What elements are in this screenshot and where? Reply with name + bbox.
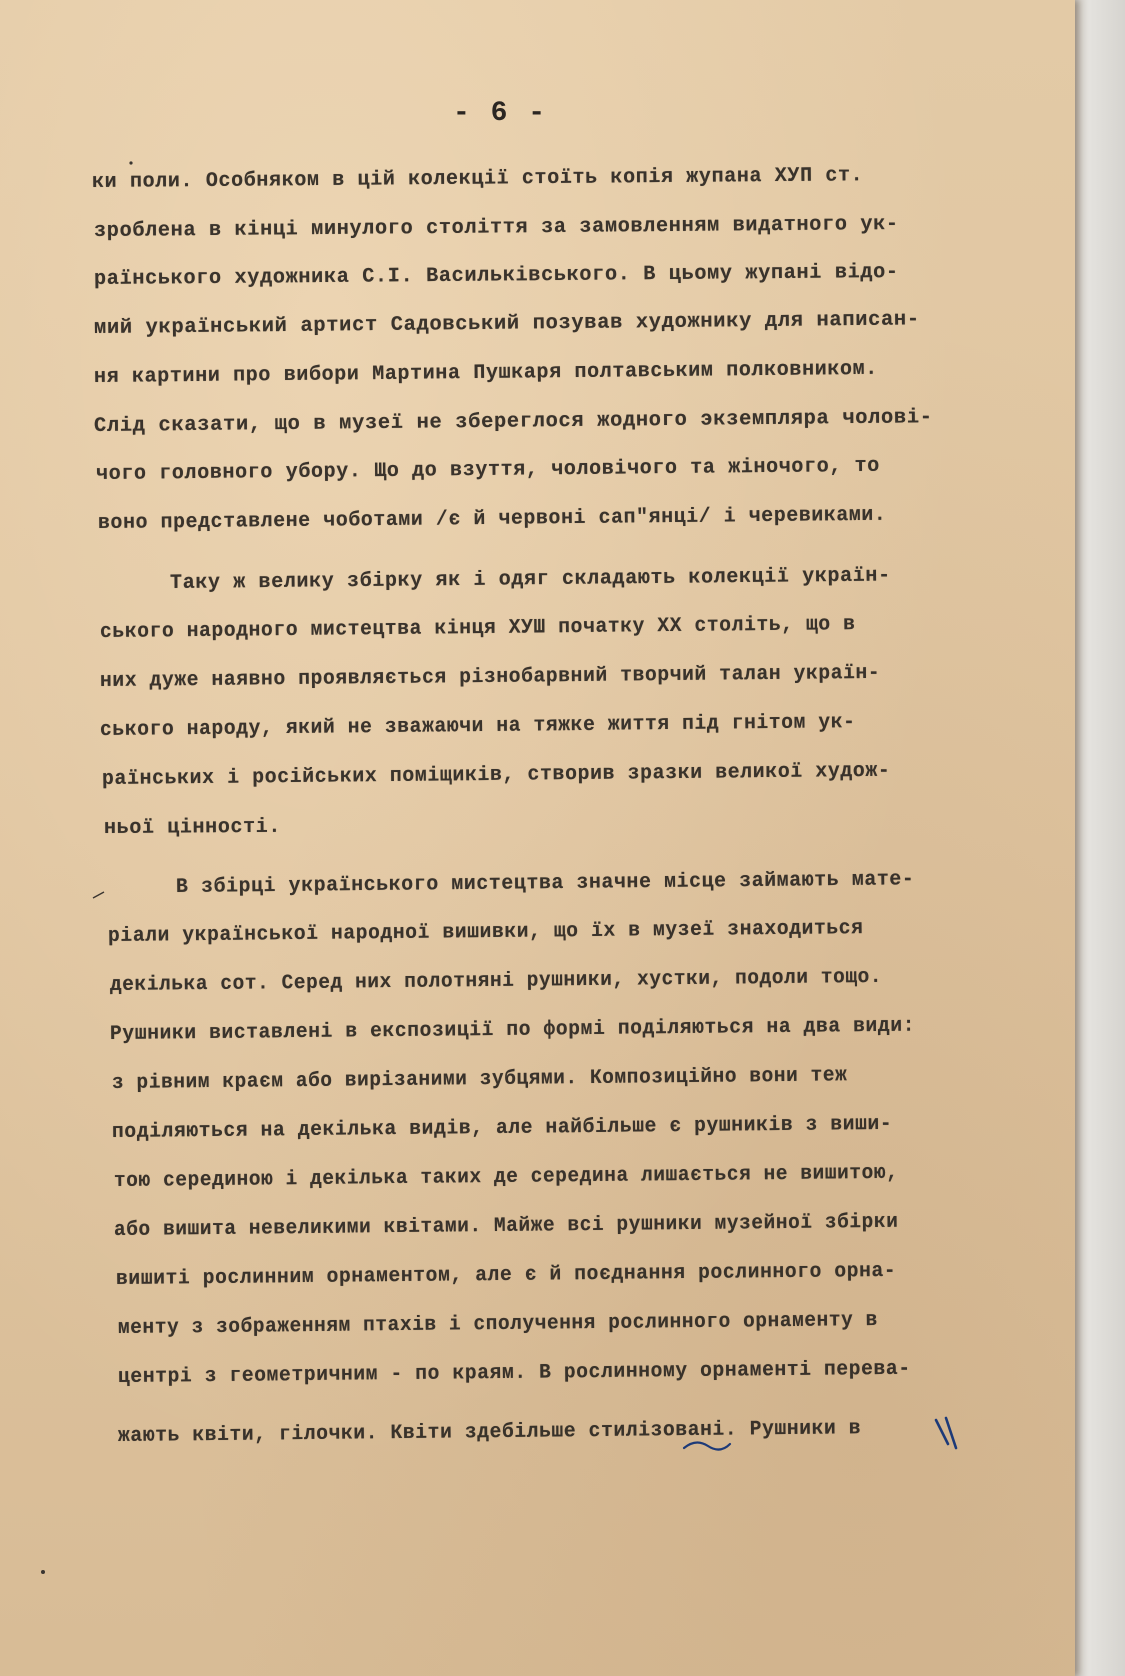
text-line: або вишита невеликими квітами. Майже всі рушники музейної збірки	[113, 1210, 899, 1242]
text-line: ньої цінності.	[103, 815, 282, 840]
text-line: мий український артист Садовський позував художнику для написан-	[93, 308, 920, 340]
page-number: - 6 -	[452, 98, 547, 129]
text-line: ки поли. Особняком в цій колекції стоїть копія жупана ХУП ст.	[91, 164, 864, 194]
text-line: В збірці українського мистецтва значне місце займають мате-	[175, 868, 915, 899]
text-line: зроблена в кінці минулого століття за замовленням видатного ук-	[93, 212, 899, 243]
text-line: чого головного убору. Що до взуття, чоловічого та жіночого, то	[95, 454, 881, 486]
text-line: ського народу, який не зважаючи на тяжке життя під гнітом ук-	[99, 711, 856, 742]
text-line: раїнських і російських поміщиків, створив зразки великої худож-	[101, 759, 891, 791]
text-line: тою серединою і декілька таких де середина лишається не вишитою,	[113, 1161, 899, 1193]
text-line: вишиті рослинним орнаментом, але є й поєднання рослинного орна-	[115, 1259, 897, 1291]
ink-correction-mark	[932, 1414, 962, 1454]
text-line: декілька сот. Серед них полотняні рушники, хустки, подоли тощо.	[109, 965, 883, 997]
text-line: Рушники виставлені в експозиції по формі поділяються на два види:	[109, 1014, 916, 1046]
text-line: поділяються на декілька видів, але найбільше є рушників з виши-	[111, 1112, 893, 1144]
text-line: Слід сказати, що в музеї не збереглося жодного экземпляра чолові-	[93, 406, 933, 438]
text-line: ріали української народної вишивки, що їх в музеї знаходиться	[107, 917, 864, 948]
text-line: воно представлене чоботами /є й червоні сап"янці/ і черевиками.	[97, 503, 887, 535]
text-line: менту з зображенням птахів і сполучення рослинного орнаменту в	[117, 1309, 879, 1340]
text-line: центрі з геометричним - по краям. В рослинному орнаменті перева-	[117, 1357, 911, 1389]
ink-underline-mark	[682, 1434, 732, 1458]
text-line: з рівним краєм або вирізаними зубцями. Композиційно вони теж	[111, 1064, 848, 1095]
text-line: ського народного мистецтва кінця ХУШ початку ХХ століть, що в	[99, 613, 856, 644]
text-line: Таку ж велику збірку як і одяг складають колекції україн-	[169, 564, 891, 595]
scan-speck	[38, 1567, 48, 1577]
scan-speck	[92, 890, 106, 900]
scan-speck	[126, 158, 136, 168]
text-line: них дуже наявно проявляється різнобарвний творчий талан україн-	[99, 661, 881, 693]
text-line: жають квіти, гілочки. Квіти здебільше стилізовані. Рушники в	[117, 1417, 862, 1448]
text-line: ня картини про вибори Мартина Пушкаря полтавським полковником.	[93, 357, 879, 389]
text-line: раїнського художника С.І. Васильківського. В цьому жупані відо-	[93, 260, 899, 291]
